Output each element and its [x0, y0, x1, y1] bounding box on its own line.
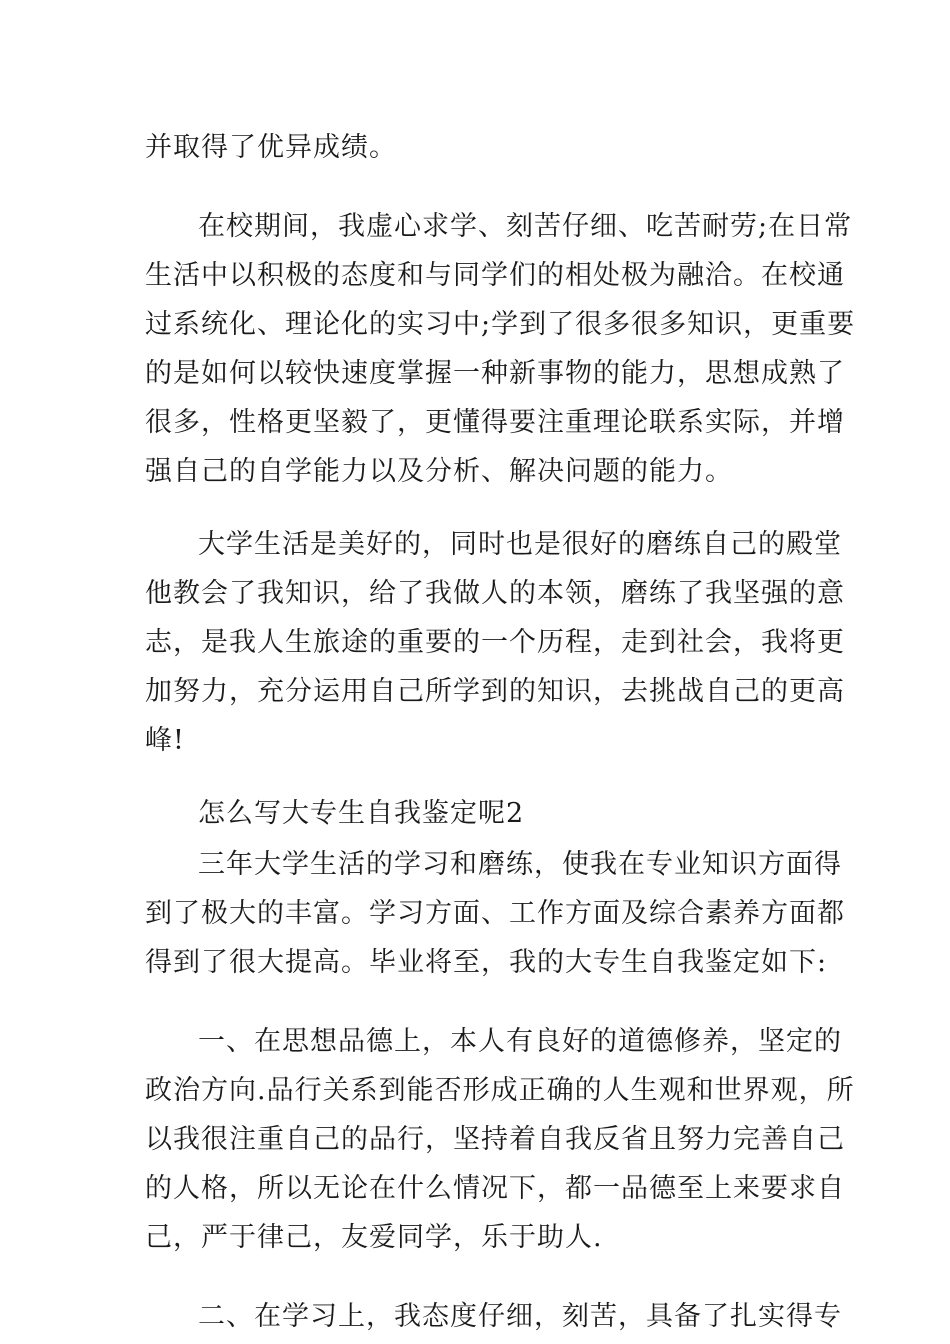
text-line: 己，严于律己，友爱同学，乐于助人.: [145, 1222, 603, 1253]
paragraph-first-line: 大学生活是美好的，同时也是很好的磨练自己的殿堂: [198, 529, 842, 560]
text-line: 并取得了优异成绩。: [145, 132, 397, 163]
text-line: 的人格，所以无论在什么情况下，都一品德至上来要求自: [145, 1173, 845, 1204]
text-line: 峰!: [145, 725, 185, 756]
paragraph-first-line: 在校期间，我虚心求学、刻苦仔细、吃苦耐劳;在日常: [198, 211, 853, 242]
text-line: 他教会了我知识，给了我做人的本领，磨练了我坚强的意: [145, 578, 845, 609]
text-line: 生活中以积极的态度和与同学们的相处极为融洽。在校通: [145, 260, 845, 291]
text-line: 志，是我人生旅途的重要的一个历程，走到社会，我将更: [145, 627, 845, 658]
section-heading: 怎么写大专生自我鉴定呢2: [198, 798, 525, 829]
text-line: 很多，性格更坚毅了，更懂得要注重理论联系实际，并增: [145, 407, 845, 438]
paragraph-first-line: 三年大学生活的学习和磨练，使我在专业知识方面得: [198, 849, 842, 880]
text-line: 的是如何以较快速度掌握一种新事物的能力，思想成熟了: [145, 358, 845, 389]
text-line: 强自己的自学能力以及分析、解决问题的能力。: [145, 456, 733, 487]
text-line: 到了极大的丰富。学习方面、工作方面及综合素养方面都: [145, 898, 845, 929]
text-line: 得到了很大提高。毕业将至，我的大专生自我鉴定如下:: [145, 947, 828, 978]
text-line: 政治方向.品行关系到能否形成正确的人生观和世界观，所: [145, 1075, 855, 1106]
paragraph-first-line: 一、在思想品德上，本人有良好的道德修养，坚定的: [198, 1026, 842, 1057]
text-line: 过系统化、理论化的实习中;学到了很多很多知识，更重要: [145, 309, 856, 340]
text-line: 加努力，充分运用自己所学到的知识，去挑战自己的更高: [145, 676, 845, 707]
paragraph-first-line: 二、在学习上，我态度仔细，刻苦，具备了扎实得专: [198, 1301, 842, 1332]
text-line: 以我很注重自己的品行，坚持着自我反省且努力完善自己: [145, 1124, 845, 1155]
